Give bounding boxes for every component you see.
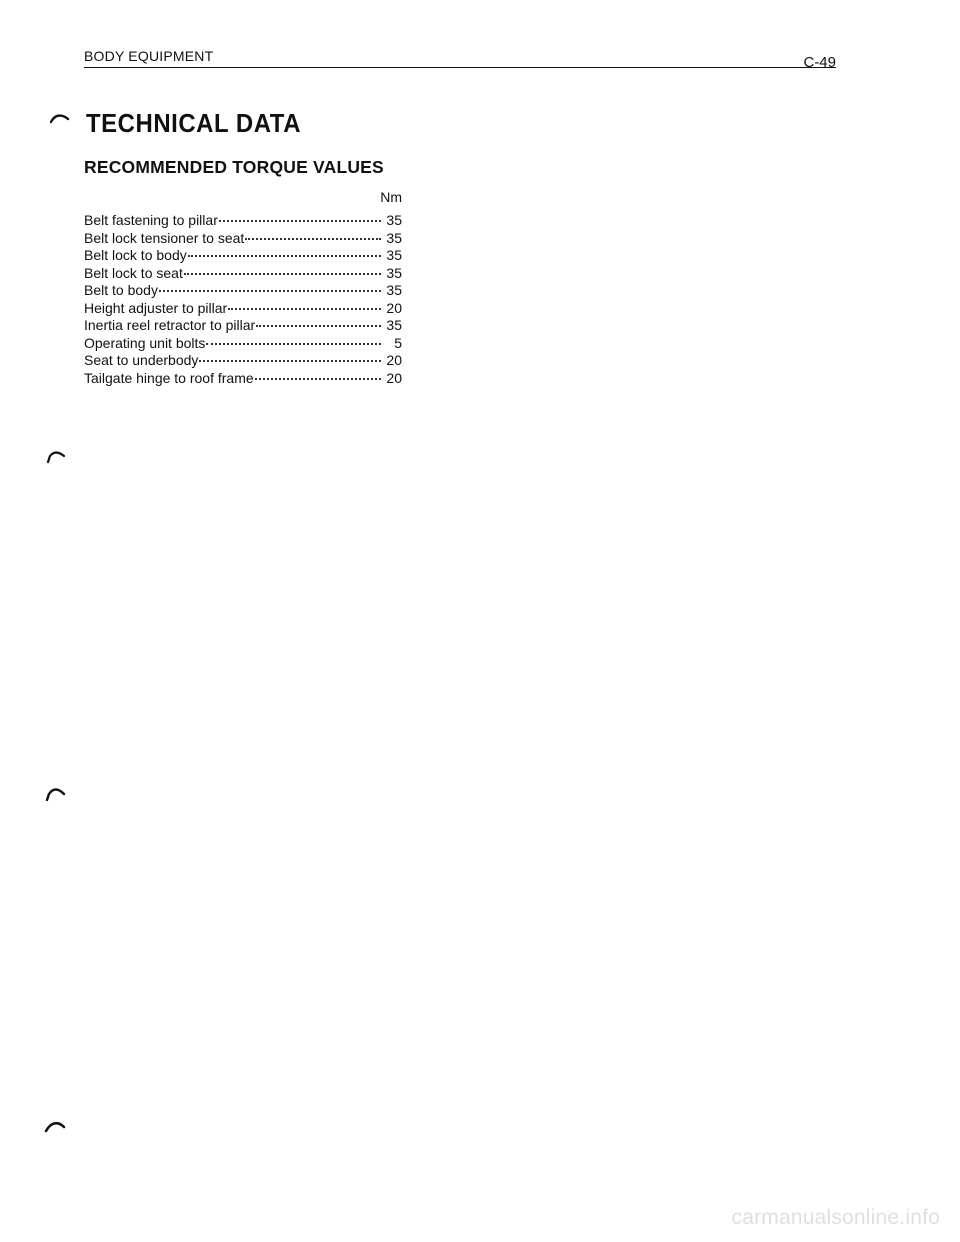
binding-mark-icon xyxy=(46,450,66,462)
torque-item-value: 20 xyxy=(386,369,402,386)
leader-dots xyxy=(245,238,381,240)
leader-dots xyxy=(199,360,381,362)
binding-mark-icon xyxy=(44,1120,64,1132)
leader-dots xyxy=(255,378,381,380)
section-subtitle: RECOMMENDED TORQUE VALUES xyxy=(84,157,384,177)
table-row xyxy=(84,352,402,370)
table-row xyxy=(84,247,402,265)
table-row xyxy=(84,212,402,230)
table-row xyxy=(84,265,402,283)
table-row xyxy=(84,317,402,335)
torque-item-name: Belt lock to body xyxy=(84,247,187,263)
torque-item-name: Belt lock to seat xyxy=(84,264,183,281)
page-title: TECHNICAL DATA xyxy=(86,108,302,138)
leader-dots xyxy=(228,308,381,310)
page-number: C-49 xyxy=(803,54,836,71)
torque-item-name: Belt fastening to pillar xyxy=(84,212,218,228)
torque-item-value: 35 xyxy=(386,229,402,246)
table-row xyxy=(84,230,402,248)
section-name: BODY EQUIPMENT xyxy=(84,48,214,64)
torque-item-name: Belt lock tensioner to seat xyxy=(84,229,245,246)
leader-dots xyxy=(188,255,381,257)
unit-label: Nm xyxy=(380,189,402,205)
torque-item-name: Height adjuster to pillar xyxy=(84,299,228,316)
torque-item-name: Seat to underbody xyxy=(84,352,199,368)
leader-dots xyxy=(159,290,381,292)
torque-item-value: 5 xyxy=(394,334,402,351)
leader-dots xyxy=(206,343,381,345)
leader-dots xyxy=(184,273,381,275)
watermark: carmanualsonline.info xyxy=(731,1206,940,1229)
torque-item-value: 20 xyxy=(386,299,402,316)
table-row xyxy=(84,370,402,388)
table-row xyxy=(84,335,402,353)
torque-item-name: Operating unit bolts xyxy=(84,334,206,351)
binding-mark-icon xyxy=(44,786,64,798)
binding-mark-icon xyxy=(50,113,70,125)
torque-item-value: 35 xyxy=(386,317,402,333)
torque-item-name: Belt to body xyxy=(84,282,158,298)
torque-table xyxy=(84,212,402,387)
leader-dots xyxy=(256,325,381,327)
torque-item-value: 20 xyxy=(386,352,402,368)
torque-item-value: 35 xyxy=(386,212,402,228)
torque-item-name: Inertia reel retractor to pillar xyxy=(84,317,256,333)
torque-item-name: Tailgate hinge to roof frame xyxy=(84,369,254,386)
torque-item-value: 35 xyxy=(386,264,402,281)
table-row xyxy=(84,300,402,318)
table-row xyxy=(84,282,402,300)
torque-item-value: 35 xyxy=(386,247,402,263)
header-rule xyxy=(84,67,836,68)
torque-item-value: 35 xyxy=(386,282,402,298)
leader-dots xyxy=(219,220,381,222)
